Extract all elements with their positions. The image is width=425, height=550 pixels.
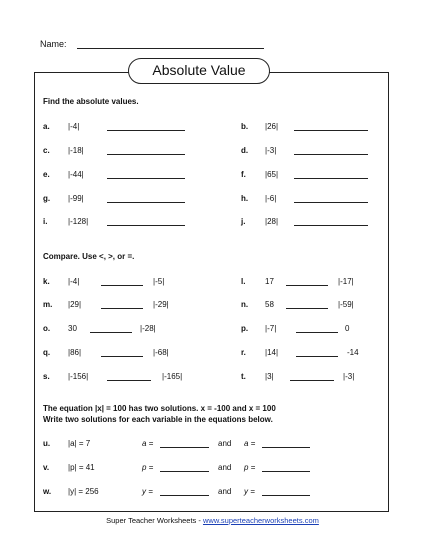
compare-left: 58 <box>265 300 274 309</box>
item-letter: a. <box>43 122 50 131</box>
item-letter: c. <box>43 146 50 155</box>
compare-right: |-3| <box>343 372 355 381</box>
compare-left: 17 <box>265 277 274 286</box>
item-expression: |-18| <box>68 146 84 155</box>
section1-heading: Find the absolute values. <box>43 97 139 106</box>
answer-blank[interactable] <box>294 225 368 226</box>
compare-right: |-165| <box>162 372 183 381</box>
solution-blank[interactable] <box>160 471 209 472</box>
section3-heading-line2: Write two solutions for each variable in the equations below. <box>43 415 273 424</box>
compare-right: |-5| <box>153 277 165 286</box>
item-expression: |65| <box>265 170 279 179</box>
solution-blank[interactable] <box>160 447 209 448</box>
compare-left: |14| <box>265 348 279 357</box>
item-expression: |-4| <box>68 122 80 131</box>
item-letter: q. <box>43 348 51 357</box>
compare-left: |-156| <box>68 372 89 381</box>
compare-right: |-59| <box>338 300 354 309</box>
item-letter: w. <box>43 487 52 496</box>
compare-blank[interactable] <box>290 380 334 381</box>
footer-brand: Super Teacher Worksheets <box>106 516 197 525</box>
compare-left: |29| <box>68 300 82 309</box>
item-letter: v. <box>43 463 50 472</box>
answer-blank[interactable] <box>107 154 185 155</box>
equation: |a| = 7 <box>68 439 91 448</box>
compare-right: 0 <box>345 324 350 333</box>
answer-blank[interactable] <box>107 130 185 131</box>
item-letter: b. <box>241 122 249 131</box>
compare-right: |-29| <box>153 300 169 309</box>
variable-label: p = <box>142 463 154 472</box>
footer-separator: - <box>198 516 201 525</box>
section2-heading: Compare. Use <, >, or =. <box>43 252 135 261</box>
compare-blank[interactable] <box>101 285 143 286</box>
equation: |y| = 256 <box>68 487 99 496</box>
answer-blank[interactable] <box>294 178 368 179</box>
solution-blank[interactable] <box>160 495 209 496</box>
item-letter: n. <box>241 300 249 309</box>
variable-label: a = <box>244 439 256 448</box>
item-letter: d. <box>241 146 249 155</box>
variable-label: a = <box>142 439 154 448</box>
item-letter: g. <box>43 194 51 203</box>
variable-label: y = <box>142 487 153 496</box>
compare-blank[interactable] <box>101 356 143 357</box>
and-label: and <box>218 439 232 448</box>
item-expression: |-6| <box>265 194 277 203</box>
answer-blank[interactable] <box>107 225 185 226</box>
solution-blank[interactable] <box>262 495 310 496</box>
item-letter: u. <box>43 439 51 448</box>
answer-blank[interactable] <box>294 202 368 203</box>
item-expression: |28| <box>265 217 279 226</box>
answer-blank[interactable] <box>294 154 368 155</box>
item-letter: o. <box>43 324 51 333</box>
item-expression: |-99| <box>68 194 84 203</box>
item-letter: h. <box>241 194 249 203</box>
compare-right: -14 <box>347 348 359 357</box>
answer-blank[interactable] <box>107 178 185 179</box>
solution-blank[interactable] <box>262 471 310 472</box>
item-letter: e. <box>43 170 50 179</box>
answer-blank[interactable] <box>294 130 368 131</box>
footer <box>0 516 425 525</box>
section3-heading-line1: The equation |x| = 100 has two solutions. x = -100 and x = 100 <box>43 404 276 413</box>
compare-blank[interactable] <box>101 308 143 309</box>
item-letter: k. <box>43 277 50 286</box>
item-expression: |-128| <box>68 217 89 226</box>
item-expression: |-3| <box>265 146 277 155</box>
footer-url-link[interactable]: www.superteacherworksheets.com <box>202 516 319 525</box>
item-letter: r. <box>241 348 246 357</box>
item-letter: f. <box>241 170 246 179</box>
compare-blank[interactable] <box>296 356 338 357</box>
item-letter: s. <box>43 372 50 381</box>
compare-blank[interactable] <box>107 380 151 381</box>
and-label: and <box>218 463 232 472</box>
and-label: and <box>218 487 232 496</box>
item-letter: i. <box>43 217 48 226</box>
worksheet-title: Absolute Value <box>128 58 270 84</box>
variable-label: p = <box>244 463 256 472</box>
item-expression: |-44| <box>68 170 84 179</box>
item-letter: m. <box>43 300 53 309</box>
compare-left: |-7| <box>265 324 277 333</box>
variable-label: y = <box>244 487 255 496</box>
item-letter: t. <box>241 372 246 381</box>
compare-blank[interactable] <box>296 332 338 333</box>
compare-right: |-68| <box>153 348 169 357</box>
item-expression: |26| <box>265 122 279 131</box>
compare-left: 30 <box>68 324 77 333</box>
compare-right: |-28| <box>140 324 156 333</box>
compare-blank[interactable] <box>286 285 328 286</box>
compare-left: |3| <box>265 372 274 381</box>
item-letter: j. <box>241 217 246 226</box>
compare-blank[interactable] <box>286 308 328 309</box>
item-letter: p. <box>241 324 249 333</box>
compare-left: |-4| <box>68 277 80 286</box>
compare-blank[interactable] <box>90 332 132 333</box>
name-field[interactable] <box>77 48 264 49</box>
compare-left: |86| <box>68 348 82 357</box>
equation: |p| = 41 <box>68 463 95 472</box>
answer-blank[interactable] <box>107 202 185 203</box>
compare-right: |-17| <box>338 277 354 286</box>
name-label: Name: <box>40 39 67 49</box>
solution-blank[interactable] <box>262 447 310 448</box>
item-letter: l. <box>241 277 246 286</box>
